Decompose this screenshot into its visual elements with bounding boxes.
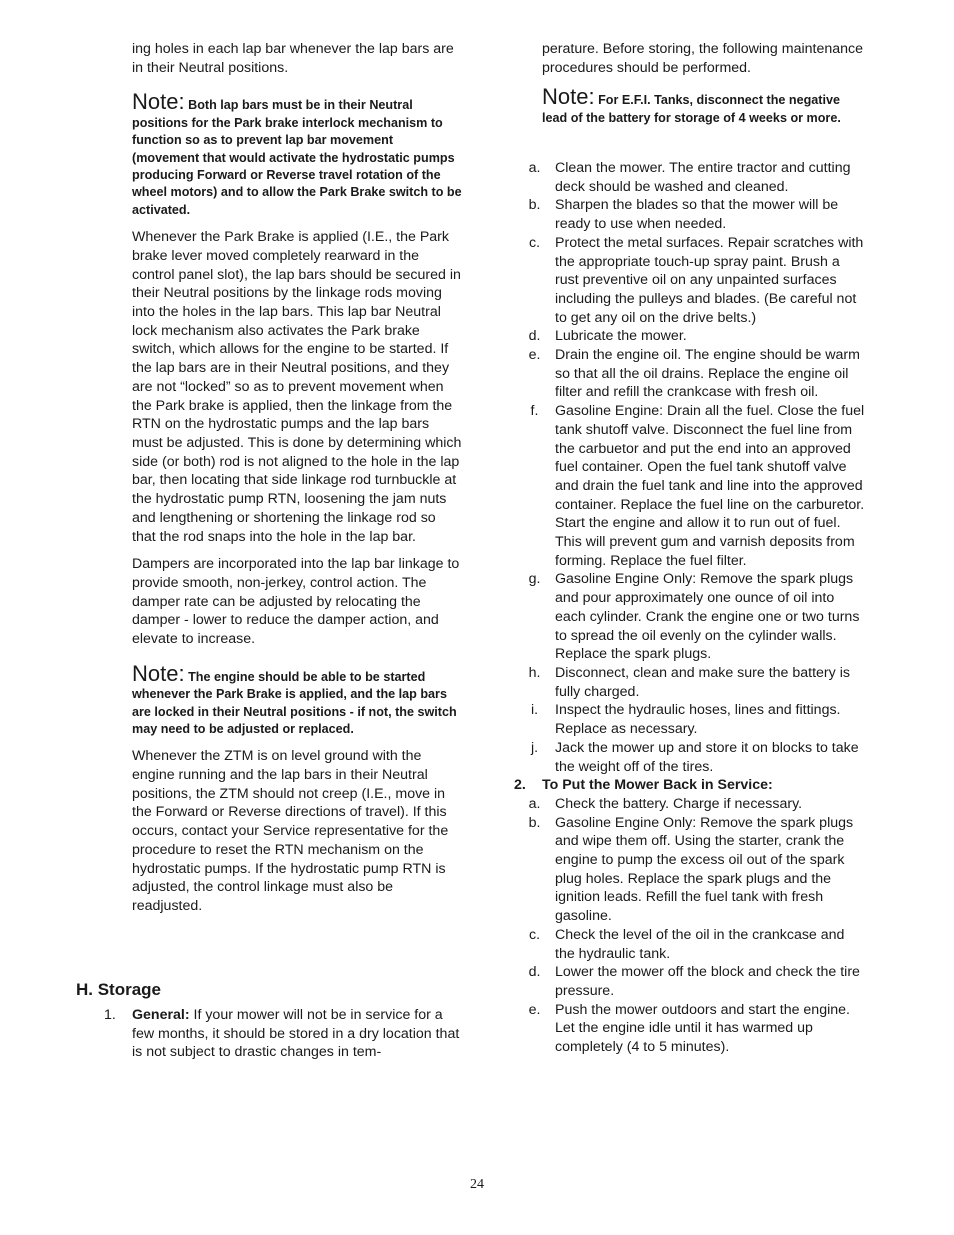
note-block (542, 86, 866, 127)
left-column (132, 40, 462, 925)
list-marker: a. (528, 160, 541, 176)
paragraph: Whenever the ZTM is on level ground with the engine running and the lap bars in their Neutral positions, the ZTM should not creep (I.E., move in the Forward or Reverse directions of travel). If this occurs, contact your Service representative for the procedure to reset the RTN mechanism on the hydrostatic pumps. If the hydrostatic pump RTN is adjusted, the control linkage must also be readjusted. (132, 748, 449, 914)
list-marker: 1. (104, 1007, 116, 1023)
right-column-list (514, 159, 866, 1057)
list-marker: d. (528, 328, 541, 345)
list-item (514, 159, 866, 196)
list-item (514, 795, 866, 814)
list-item (514, 701, 866, 738)
list-marker: b. (528, 814, 541, 831)
list-text: Lower the mower off the block and check the tire pressure. (555, 964, 860, 999)
list-item (514, 402, 866, 570)
list-item (76, 1006, 462, 1062)
note-text: The engine should be able to be started whenever the Park Brake is applied, and the lap bars are locked in their Neutral positions - if not, the switch may need to be adjusted or replaced. (132, 669, 457, 736)
list-text: Check the battery. Charge if necessary. (555, 795, 803, 812)
list-marker: h. (528, 664, 541, 681)
list-item (514, 234, 866, 328)
list-marker: b. (528, 197, 541, 214)
list-item (514, 346, 866, 402)
list-text: Lubricate the mower. (555, 328, 687, 345)
list-text: Drain the engine oil. The engine should be warm so that all the oil drains. Replace the engine oil filter and refill the crankcase with fresh oil. (555, 347, 860, 401)
paragraph: Whenever the Park Brake is applied (I.E., the Park brake lever moved completely rearward in the control panel slot), the lap bars should be secured in their Neutral positions by the linkage rods moving into the holes in the lap bars. This lap bar Neutral lock mechanism also activates the Park brake switch, which allows for the engine to be started. If the lap bars are in their Neutral positions, and they are not “locked” so as to prevent movement when the Park brake is applied, then the linkage from the RTN on the hydrostatic pumps and the lap bars must be adjusted. This is done by determining which side (or both) rod is not aligned to the hole in the lap bar, then locating that side linkage rod turnbuckle at the hydrostatic pump RTN, loosening the jam nuts and lengthening or shortening the linkage rod so that the rod snaps into the hole in the lap bar. (132, 229, 462, 545)
list-text: Inspect the hydraulic hoses, lines and fittings. Replace as necessary. (555, 702, 841, 738)
list-item (514, 739, 866, 776)
list-text: Protect the metal surfaces. Repair scratches with the appropriate touch-up spray paint. Brush a rust preventive oil on any unpainted surfaces including the pulleys and blades. (Be careful not to get any oil on the drive belts.) (555, 234, 864, 326)
list-marker: j. (530, 739, 539, 756)
sub-heading-text: To Put the Mower Back in Service: (542, 777, 773, 794)
list-marker: d. (528, 964, 541, 981)
general-label: General: (132, 1007, 190, 1023)
note-block (132, 91, 462, 219)
list-marker: e. (528, 347, 541, 364)
list-text: Sharpen the blades so that the mower will be ready to use when needed. (555, 197, 839, 233)
section-heading: H. Storage (76, 980, 162, 999)
general-block (76, 1006, 462, 1062)
list-marker: c. (528, 234, 541, 251)
note-label: Note: (132, 89, 185, 115)
list-item (514, 1001, 866, 1057)
list-marker: f. (530, 403, 539, 420)
list-text (132, 1006, 462, 1062)
list-text: Gasoline Engine: Drain all the fuel. Close the fuel tank shutoff valve. Disconnect the fuel line from the carbuetor and put the end into an approved fuel container. Open the fuel tank shutoff valve and drain the fuel tank and line into the approved container. Replace the fuel line on the carburetor. Start the engine and allow it to run out of fuel. This will prevent gum and varnish deposits from forming. Replace the fuel filter. (555, 403, 865, 569)
list-marker: e. (528, 1001, 541, 1018)
list-marker: i. (530, 702, 539, 719)
note-label: Note: (132, 660, 185, 686)
sub-heading (514, 776, 866, 795)
note-text: For E.F.I. Tanks, disconnect the negative lead of the battery for storage of 4 weeks or more. (542, 93, 841, 125)
list-item (514, 327, 866, 346)
list-marker: c. (528, 926, 541, 943)
list-item (514, 926, 866, 963)
list-item (514, 814, 866, 926)
note-label: Note: (542, 84, 595, 110)
list-text: Gasoline Engine Only: Remove the spark plugs and wipe them off. Using the starter, crank the engine to pump the excess oil out of the spark plug holes. Replace the spark plugs and the ignition leads. Refill the fuel tank with fresh gasoline. (555, 814, 854, 925)
paragraph: perature. Before storing, the following maintenance procedures should be performed. (542, 41, 863, 76)
list-text: Disconnect, clean and make sure the battery is fully charged. (555, 664, 850, 700)
storage-list (514, 159, 866, 776)
general-text: If your mower will not be in service for a few months, it should be stored in a dry location that is not subject to drastic changes in tem- (132, 1007, 460, 1061)
list-item (514, 963, 866, 1000)
list-text: Gasoline Engine Only: Remove the spark plugs and pour approximately one ounce of oil into each cylinder. Crank the engine one or two turns to spread the oil evenly on the cylinder walls. Replace the spark plugs. (555, 571, 860, 663)
list-marker: g. (528, 571, 541, 588)
page-number: 24 (470, 1177, 484, 1192)
service-list (514, 795, 866, 1057)
list-text: Jack the mower up and store it on blocks to take the weight off of the tires. (555, 739, 859, 775)
paragraph: ing holes in each lap bar whenever the lap bars are in their Neutral positions. (132, 41, 454, 76)
list-marker: a. (528, 795, 541, 812)
list-item (514, 664, 866, 701)
list-item (514, 196, 866, 233)
note-block (132, 660, 462, 739)
list-text: Clean the mower. The entire tractor and cutting deck should be washed and cleaned. (555, 160, 851, 195)
note-text: Both lap bars must be in their Neutral positions for the Park brake interlock mechanism to function so as to prevent lap bar movement (movement that would activate the hydrostatic pumps producing Forward or Reverse travel rotation of the wheel motors) and to allow the Park Brake switch to be activated. (132, 98, 462, 217)
sub-number: 2. (514, 777, 526, 794)
list-item (514, 570, 866, 664)
list-text: Push the mower outdoors and start the engine. Let the engine idle until it has warmed up completely (4 to 5 minutes). (555, 1001, 850, 1056)
list-text: Check the level of the oil in the crankcase and the hydraulic tank. (555, 926, 845, 962)
right-column-intro (542, 40, 866, 136)
paragraph: Dampers are incorporated into the lap bar linkage to provide smooth, non-jerkey, control action. The damper rate can be adjusted by relocating the damper - lower to reduce the damper action, and elevate to increase. (132, 556, 460, 648)
